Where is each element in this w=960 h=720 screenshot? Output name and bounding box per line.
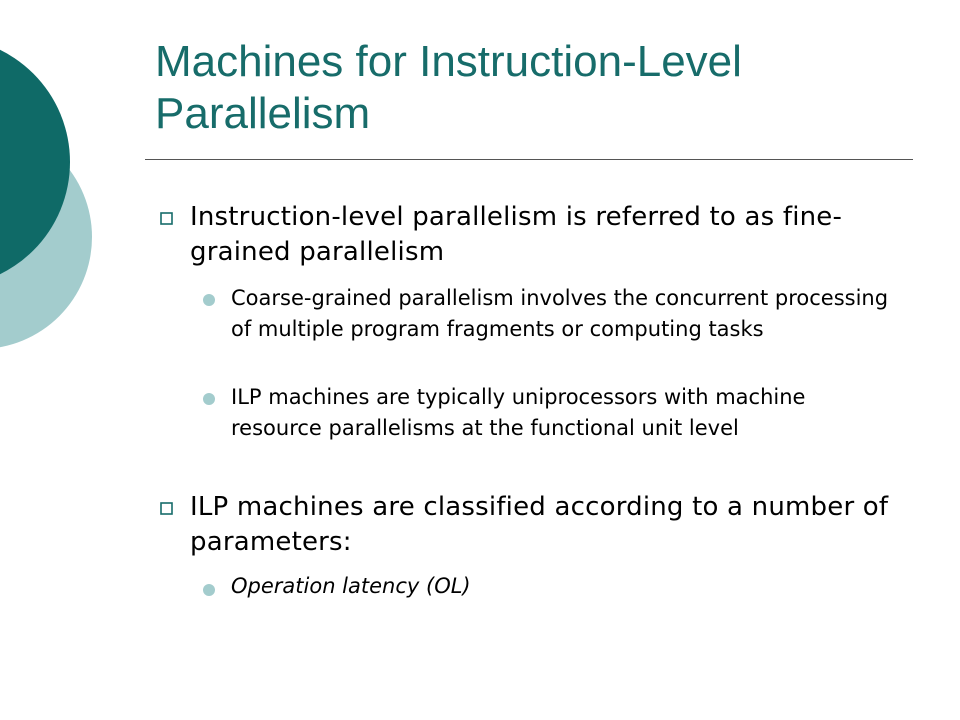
sub-bullet-2-1-text: Operation latency (OL): [231, 574, 471, 598]
dot-bullet-icon: [203, 393, 215, 405]
hollow-square-bullet-icon: [159, 501, 175, 517]
title-divider: [145, 159, 913, 160]
sub-bullet-1-1-text: Coarse-grained parallelism involves the concurrent processing of multiple program fragments or computing tasks: [231, 286, 889, 341]
dot-bullet-icon: [203, 584, 215, 596]
bullet-1-text: Instruction-level parallelism is referred to as fine-grained parallelism: [190, 202, 843, 267]
dot-bullet-icon: [203, 294, 215, 306]
sub-bullet-1-2-text: ILP machines are typically uniprocessors with machine resource parallelisms at the functional unit level: [231, 385, 806, 440]
slide-title: Machines for Instruction-Level Parallelism: [155, 37, 742, 138]
bullet-2-text: ILP machines are classified according to a number of parameters:: [190, 492, 889, 557]
hollow-square-bullet-icon: [159, 211, 175, 227]
decorative-circles: [0, 0, 120, 400]
